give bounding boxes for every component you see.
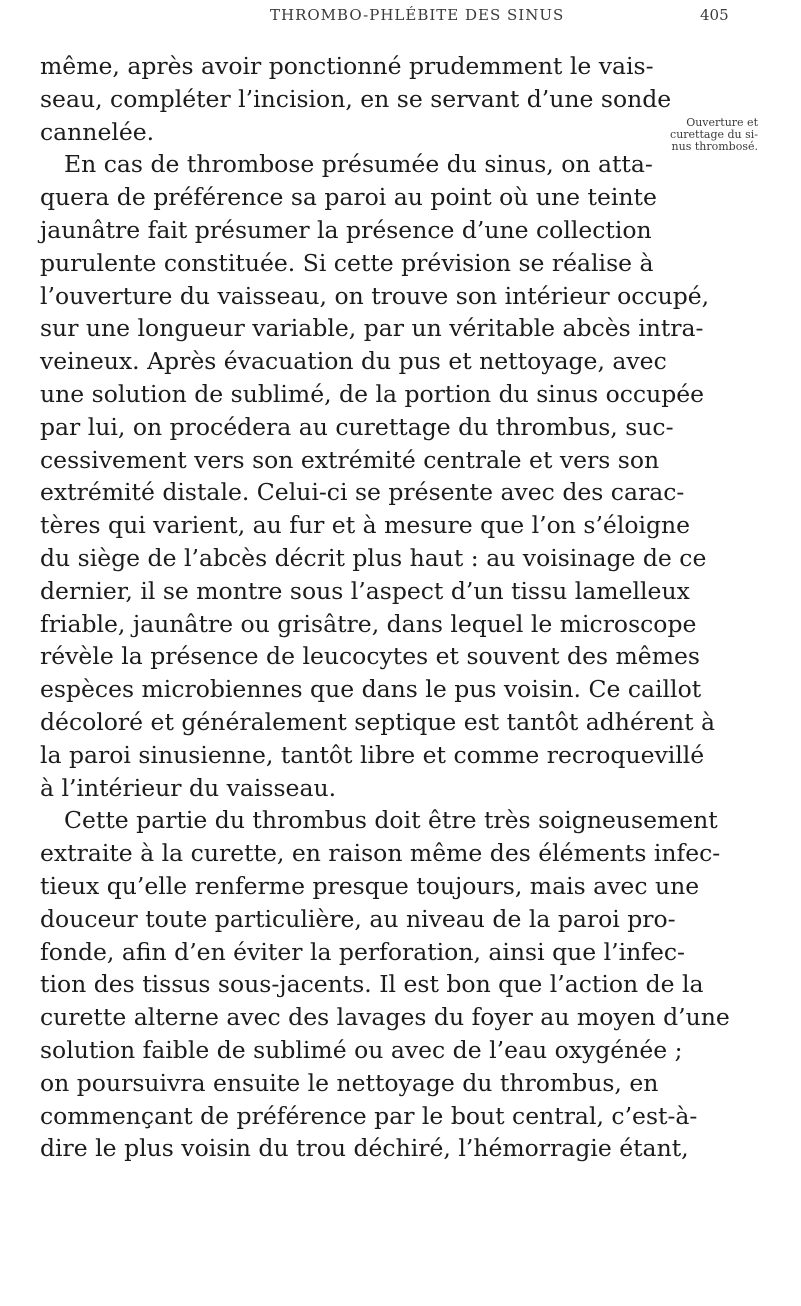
text-line: sur une longueur variable, par un véritable abcès intra- [40, 314, 704, 343]
text-line: cannelée. [40, 117, 155, 146]
text-line: espèces microbiennes que dans le pus voisin. Ce caillot [40, 675, 702, 704]
margin-note-line: Ouverture et [686, 116, 758, 129]
margin-note-line: nus thrombosé. [671, 140, 758, 153]
text-line: décoloré et généralement septique est tantôt adhérent à [40, 707, 716, 736]
text-line: même, après avoir ponctionné prudemment le vais- [40, 52, 654, 80]
text-line: la paroi sinusienne, tantôt libre et comme recroquevillé [40, 740, 705, 769]
text-line: dire le plus voisin du trou déchiré, l’hémorragie étant, [40, 1134, 689, 1163]
text-line: dernier, il se montre sous l’aspect d’un tissu lamelleux [40, 576, 690, 605]
text-line: purulente constituée. Si cette prévision se réalise à [40, 248, 654, 277]
text-line: curette alterne avec des lavages du foyer au moyen d’une [40, 1003, 730, 1032]
text-line: tères qui varient, au fur et à mesure que l’on s’éloigne [40, 511, 691, 540]
text-line: tieux qu’elle renferme presque toujours, mais avec une [40, 871, 700, 900]
text-line: veineux. Après évacuation du pus et nettoyage, avec [40, 347, 667, 376]
text-line: En cas de thrombose présumée du sinus, on atta- [64, 150, 653, 179]
text-line: une solution de sublimé, de la portion du sinus occupée [40, 379, 705, 408]
text-line: on poursuivra ensuite le nettoyage du thrombus, en [40, 1068, 659, 1097]
margin-note-line: curettage du si- [670, 128, 758, 141]
text-line: révèle la présence de leucocytes et souvent des mêmes [40, 642, 700, 671]
text-line: par lui, on procédera au curettage du thrombus, suc- [40, 412, 674, 441]
text-line: extrémité distale. Celui-ci se présente avec des carac- [40, 478, 685, 507]
page-number: 405 [700, 6, 729, 24]
text-line: commençant de préférence par le bout central, c’est-à- [40, 1101, 698, 1130]
margin-note [658, 117, 758, 153]
text-line: fonde, afin d’en éviter la perforation, ainsi que l’infec- [40, 937, 685, 966]
text-line: Cette partie du thrombus doit être très soigneusement [64, 806, 718, 835]
text-line: seau, compléter l’incision, en se servant d’une sonde [40, 84, 672, 113]
text-line: du siège de l’abcès décrit plus haut : au voisinage de ce [40, 543, 707, 572]
text-line: l’ouverture du vaisseau, on trouve son intérieur occupé, [40, 281, 710, 310]
text-line: douceur toute particulière, au niveau de la paroi pro- [40, 904, 676, 933]
running-head: THROMBO-PHLÉBITE DES SINUS [270, 6, 565, 24]
text-line: tion des tissus sous-jacents. Il est bon que l’action de la [40, 970, 704, 999]
text-line: quera de préférence sa paroi au point où une teinte [40, 183, 657, 212]
text-line: jaunâtre fait présumer la présence d’une collection [40, 215, 652, 244]
text-line: solution faible de sublimé ou avec de l’eau oxygénée ; [40, 1035, 683, 1064]
text-line: cessivement vers son extrémité centrale et vers son [40, 445, 660, 474]
text-line: friable, jaunâtre ou grisâtre, dans lequel le microscope [40, 609, 697, 638]
text-line: à l’intérieur du vaisseau. [40, 773, 337, 802]
text-line: extraite à la curette, en raison même des éléments infec- [40, 839, 721, 868]
